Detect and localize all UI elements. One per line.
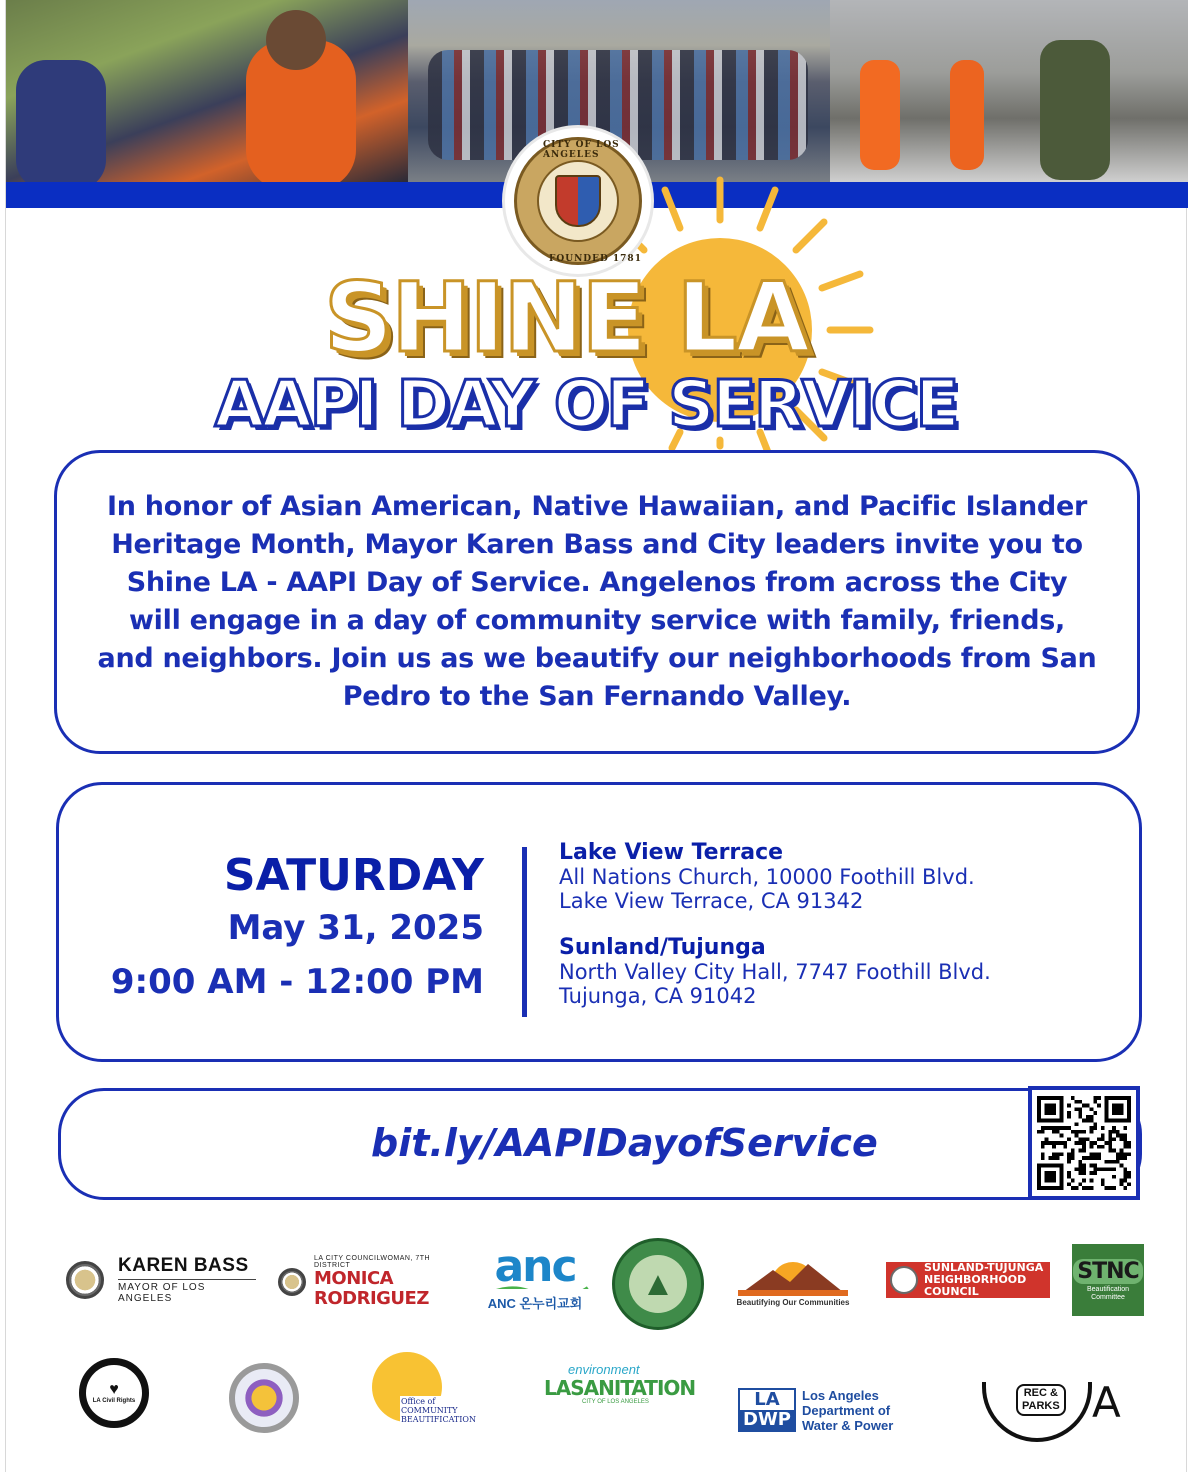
logo-la-civil-rights: [79, 1358, 149, 1428]
logo-subtext: NEIGHBORHOOD COUNCIL: [924, 1273, 1027, 1298]
seal-icon: [278, 1268, 306, 1296]
logo-subtext: environment: [568, 1362, 640, 1377]
logo-la-sanitation: [544, 1362, 696, 1422]
logo-subtext: MAYOR OF LOS ANGELES: [118, 1279, 256, 1304]
qr-code[interactable]: [1028, 1086, 1140, 1200]
event-details-box: [56, 782, 1142, 1062]
link-box: [58, 1088, 1142, 1200]
heart-icon: ♥: [109, 1381, 119, 1398]
logo-subtext: LA CITY COUNCILWOMAN, 7TH DISTRICT: [314, 1255, 431, 1269]
logo-letter: A: [1092, 1378, 1121, 1427]
event-day: SATURDAY: [223, 850, 484, 901]
logo-text: SUNLAND-TUJUNGA: [924, 1261, 1044, 1274]
location-city: Lake View Terrace, CA 91342: [559, 889, 864, 913]
event-when: [111, 851, 484, 1009]
logo-text: MONICA RODRIGUEZ: [314, 1268, 429, 1309]
logo-stnc-council: [886, 1262, 1050, 1298]
logo-ladwp: [738, 1384, 906, 1436]
logo-public-works: [228, 1358, 300, 1438]
intro-text: In honor of Asian American, Native Hawaiian, and Pacific Islander Heritage Month, Mayor Karen Bass and City leaders invite you to Shine LA - AAPI Day of Service. Angelenos from across the City will engage in a day of community service with family, friends, and neighbors. Join us as we beautify our neighborhoods from San Pedro to the San Fernando Valley.: [97, 491, 1097, 712]
logo-community-beautification: [372, 1352, 476, 1438]
location-name: Lake View Terrace: [559, 840, 784, 865]
seal-top-text: CITY OF LOS ANGELES: [543, 140, 620, 160]
title-shine-la: SHINE LA: [323, 262, 808, 374]
logo-text-line: REC &: [1023, 1387, 1058, 1399]
wave-icon: [480, 1286, 590, 1289]
location-name: Sunland/Tujunga: [559, 935, 766, 960]
shield-icon: [555, 175, 601, 227]
logo-stnc-beautification: [1072, 1244, 1144, 1316]
signup-link[interactable]: bit.ly/AAPIDayofService: [371, 1121, 878, 1165]
event-time: 9:00 AM - 12:00 PM: [110, 962, 484, 1002]
logo-monica-rodriguez: [278, 1255, 458, 1309]
event-locations: [559, 840, 991, 1030]
logo-karen-bass: [66, 1255, 256, 1304]
logo-beautifying-communities: [728, 1250, 858, 1310]
logo-text-line: Office of: [401, 1397, 436, 1406]
logo-text-line: Department of: [802, 1402, 891, 1418]
seal-icon: [890, 1266, 918, 1294]
title-aapi-day: AAPI DAY OF SERVICE: [214, 368, 958, 442]
logo-foothill-trails: [612, 1238, 704, 1330]
intro-box: [54, 450, 1140, 754]
logo-text: KAREN BASS: [118, 1255, 249, 1276]
flyer-page: [5, 0, 1187, 1472]
seal-bottom-text: FOUNDED 1781: [549, 254, 642, 264]
logo-text-line: PARKS: [1022, 1400, 1060, 1412]
tree-icon: ▲: [629, 1255, 687, 1313]
logo-text: LA: [740, 1390, 794, 1410]
logo-text: [400, 1396, 477, 1425]
logo-text-line: Water & Power: [802, 1417, 894, 1433]
location-address: North Valley City Hall, 7747 Foothill Blvd.: [559, 960, 991, 984]
location-address: All Nations Church, 10000 Foothill Blvd.: [559, 865, 975, 889]
logo-text-line: Los Angeles: [802, 1387, 879, 1403]
logo-subtext: ANC 온누리교회: [487, 1296, 583, 1311]
mountain-sunset-icon: [738, 1254, 848, 1296]
public-works-emblem: [229, 1363, 299, 1433]
logo-anc: [476, 1241, 594, 1312]
logo-text-line: BEAUTIFICATION: [401, 1415, 476, 1424]
logo-rec-parks: [982, 1380, 1132, 1440]
logo-subtext: CITY OF LOS ANGELES: [582, 1399, 649, 1405]
logo-text: anc: [494, 1241, 576, 1292]
logo-text: LASANITATION: [544, 1376, 696, 1400]
logo-subtext: Beautification Committee: [1086, 1285, 1130, 1301]
seal-icon: [66, 1261, 104, 1299]
vertical-divider: [522, 847, 527, 1017]
city-seal: [502, 125, 654, 277]
logo-text: [1016, 1384, 1066, 1416]
location-item: [559, 935, 991, 1008]
logo-text-line: COMMUNITY: [401, 1406, 458, 1415]
location-city: Tujunga, CA 91042: [559, 984, 757, 1008]
logo-text: DWP: [740, 1410, 794, 1430]
logo-text: STNC: [1073, 1259, 1142, 1284]
logo-text: LA Civil Rights: [92, 1398, 136, 1404]
event-date: May 31, 2025: [227, 908, 484, 948]
location-item: [559, 840, 991, 913]
logo-text: Beautifying Our Communities: [736, 1297, 850, 1307]
